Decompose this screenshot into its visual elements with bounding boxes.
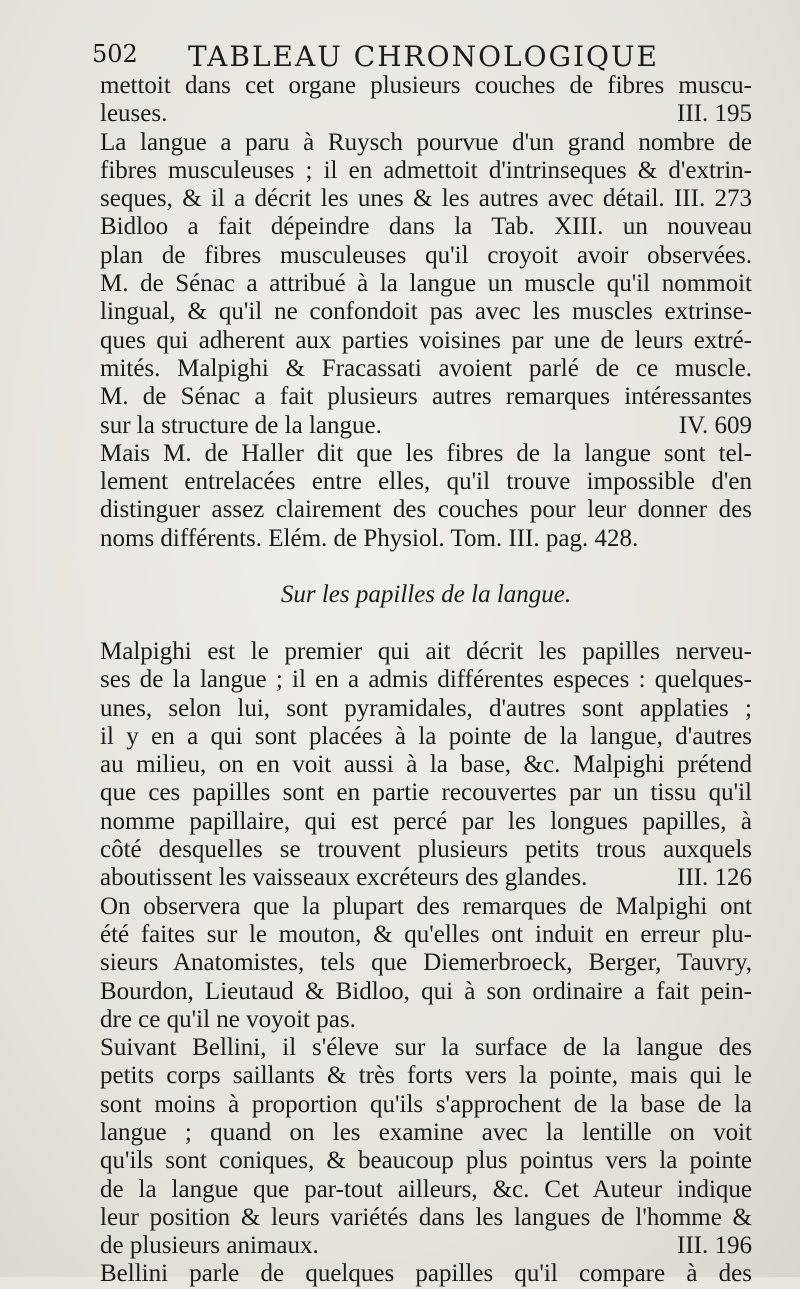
line-text: distinguer assez clairement des couches pour leur donner des — [100, 496, 752, 524]
text-line — [100, 1119, 752, 1147]
text-line — [100, 1006, 752, 1034]
line-text: mités. Malpighi & Fracassati avoient parlé de ce muscle. — [100, 354, 752, 382]
line-text: ques qui adherent aux parties voisines par une de leurs extré- — [100, 326, 752, 354]
line-text: lingual, & qu'il ne confondoit pas avec les muscles extrinse- — [100, 298, 752, 326]
running-header — [92, 40, 752, 74]
text-line — [100, 496, 752, 524]
text-line — [100, 1176, 752, 1204]
body-text — [100, 72, 752, 1289]
text-line — [100, 298, 752, 326]
text-line — [100, 242, 752, 270]
line-text: La langue a paru à Ruysch pourvue d'un grand nombre de — [100, 128, 752, 156]
line-text: sont moins à proportion qu'ils s'approchent de la base de la — [100, 1090, 752, 1118]
line-text: été faites sur le mouton, & qu'elles ont induit en erreur plu- — [100, 920, 752, 948]
line-text: M. de Sénac a fait plusieurs autres remarques intéressantes — [100, 383, 752, 411]
line-text: qu'ils sont coniques, & beaucoup plus pointus vers la pointe — [100, 1147, 752, 1175]
line-text: aboutissent les vaisseaux excréteurs des glandes. — [100, 864, 588, 892]
line-text: au milieu, on en voit aussi à la base, &c. Malpighi prétend — [100, 751, 752, 779]
line-text: sur la structure de la langue. — [100, 411, 382, 439]
line-text: unes, selon lui, sont pyramidales, d'autres sont applaties ; — [100, 694, 752, 722]
text-line — [100, 129, 752, 157]
text-line — [100, 355, 752, 383]
line-text: M. de Sénac a attribué à la langue un muscle qu'il nommoit — [100, 270, 752, 298]
text-line — [100, 1062, 752, 1090]
text-line — [100, 185, 752, 213]
line-text: il y en a qui sont placées à la pointe de la langue, d'autres — [100, 722, 752, 750]
text-line — [100, 921, 752, 949]
reference: III. 196 — [677, 1232, 752, 1260]
line-text: lement entrelacées entre elles, qu'il trouve impossible d'en — [100, 468, 752, 496]
text-line — [100, 1091, 752, 1119]
line-text: plan de fibres musculeuses qu'il croyoit avoir observées. — [100, 241, 752, 269]
running-title: TABLEAU CHRONOLOGIQUE — [188, 40, 659, 73]
line-text: Suivant Bellini, il s'éleve sur la surface de la langue des — [100, 1034, 752, 1062]
text-line — [100, 100, 752, 128]
text-line — [100, 638, 752, 666]
text-line — [100, 270, 752, 298]
text-line — [100, 864, 752, 892]
text-line — [100, 157, 752, 185]
line-text: ses de la langue ; il en a admis différentes especes : quelques- — [100, 666, 752, 694]
line-text: Malpighi est le premier qui ait décrit les papilles nerveu- — [100, 637, 752, 665]
text-line — [100, 751, 752, 779]
blank-line — [100, 553, 752, 581]
text-line — [100, 213, 752, 241]
line-text: de la langue que par-tout ailleurs, &c. Cet Auteur indique — [100, 1175, 752, 1203]
text-line — [100, 72, 752, 100]
line-text: dre ce qu'il ne voyoit pas. — [100, 1005, 356, 1033]
line-text: Sur les papilles de la langue. — [280, 581, 572, 609]
section-heading — [100, 581, 752, 609]
line-text: que ces papilles sont en partie recouvertes par un tissu qu'il — [100, 779, 752, 807]
text-line — [100, 978, 752, 1006]
reference: III. 126 — [677, 864, 752, 892]
text-line — [100, 666, 752, 694]
line-text: On observera que la plupart des remarques de Malpighi ont — [100, 892, 752, 920]
text-line — [100, 1232, 752, 1260]
text-line — [100, 383, 752, 411]
line-text: Bellini parle de quelques papilles qu'il compare à des — [100, 1260, 752, 1288]
line-text: Bidloo a fait dépeindre dans la Tab. XIII. un nouveau — [100, 213, 752, 241]
line-text: mettoit dans cet organe plusieurs couches de fibres muscu- — [100, 72, 752, 99]
reference: IV. 609 — [678, 411, 752, 439]
line-text: fibres musculeuses ; il en admettoit d'intrinseques & d'extrin- — [100, 156, 752, 184]
text-line — [100, 893, 752, 921]
line-text: nomme papillaire, qui est percé par les longues papilles, à — [100, 807, 752, 835]
reference: III. 195 — [677, 100, 752, 128]
page-number: 502 — [92, 40, 138, 68]
text-line — [100, 949, 752, 977]
text-line — [100, 836, 752, 864]
text-line — [100, 1204, 752, 1232]
line-text: leur position & leurs variétés dans les langues de l'homme & — [100, 1203, 752, 1231]
line-text: langue ; quand on les examine avec la lentille on voit — [100, 1118, 752, 1146]
line-text: Mais M. de Haller dit que les fibres de la langue sont tel- — [100, 439, 752, 467]
text-line — [100, 1260, 752, 1288]
text-line — [100, 440, 752, 468]
line-text: leuses. — [100, 100, 168, 128]
text-line — [100, 1147, 752, 1175]
line-text: seques, & il a décrit les unes & les autres avec détail. III. 273 — [100, 185, 752, 213]
line-text: Bourdon, Lieutaud & Bidloo, qui à son ordinaire a fait pein- — [100, 977, 752, 1005]
text-line — [100, 468, 752, 496]
text-line — [100, 695, 752, 723]
line-text: côté desquelles se trouvent plusieurs petits trous auxquels — [100, 836, 752, 864]
text-line — [100, 779, 752, 807]
line-text: noms différents. Elém. de Physiol. Tom. III. pag. 428. — [100, 524, 639, 552]
text-line — [100, 327, 752, 355]
text-line — [100, 1034, 752, 1062]
line-text: de plusieurs animaux. — [100, 1232, 319, 1260]
line-text: sieurs Anatomistes, tels que Diemerbroeck, Berger, Tauvry, — [100, 949, 752, 977]
text-line — [100, 723, 752, 751]
text-line — [100, 525, 752, 553]
line-text: petits corps saillants & très forts vers la pointe, mais qui le — [100, 1062, 752, 1090]
blank-line — [100, 610, 752, 638]
text-line — [100, 412, 752, 440]
text-line — [100, 808, 752, 836]
